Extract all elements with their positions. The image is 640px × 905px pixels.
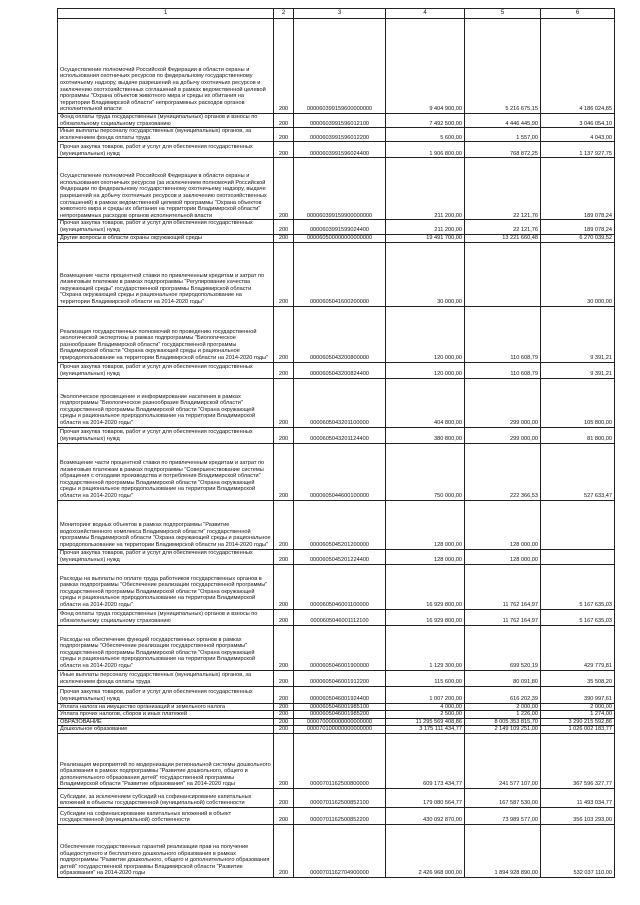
row-unexecuted-amount-cell: 2 000,00	[541, 703, 615, 711]
row-unexecuted-amount-cell: 5 167 635,03	[541, 609, 615, 625]
row-name-cell: Прочая закупка товаров, работ и услуг для обеспечения государственных (муниципальных) нужд	[58, 142, 274, 158]
row-code-cell: 0000605043200824400	[294, 362, 386, 378]
row-approved-amount-cell: 128 000,00	[386, 549, 465, 564]
row-code-cell: 0000605043201124400	[294, 427, 386, 443]
row-approved-amount-cell: 2 426 968 000,00	[386, 824, 465, 877]
row-code-cell: 000060399159600000000	[294, 19, 386, 114]
row-code-cell: 000060500000000000000	[294, 234, 386, 242]
table-row	[58, 670, 615, 686]
column-number-6: 6	[541, 9, 615, 19]
row-code-cell: 0000605046001985100	[294, 703, 386, 711]
table-row	[58, 234, 615, 242]
row-approved-amount-cell: 19 491 700,00	[386, 234, 465, 242]
table-row	[58, 19, 615, 114]
table-row	[58, 788, 615, 807]
row-code-cell: 0000603991596012200	[294, 128, 386, 142]
row-code-cell: 0000605046001924400	[294, 686, 386, 703]
row-executed-amount-cell: 80 091,80	[465, 670, 541, 686]
row-code-cell: 0000603991596024400	[294, 142, 386, 158]
row-unexecuted-amount-cell: 367 596 327,77	[541, 733, 615, 788]
row-executed-amount-cell: 2 000,00	[465, 703, 541, 711]
table-row	[58, 500, 615, 549]
row-vr-cell: 200	[274, 362, 294, 378]
table-row	[58, 726, 615, 734]
row-vr-cell: 200	[274, 733, 294, 788]
row-code-cell: 000070000000000000000	[294, 718, 386, 726]
row-executed-amount-cell: 768 872,25	[465, 142, 541, 158]
row-approved-amount-cell: 1 007 200,00	[386, 686, 465, 703]
row-code-cell: 0000603991599024400	[294, 220, 386, 234]
row-code-cell: 000070100000000000000	[294, 726, 386, 734]
row-code-cell: 0000605044600100000	[294, 443, 386, 500]
row-vr-cell: 200	[274, 726, 294, 734]
row-approved-amount-cell: 179 080 564,77	[386, 788, 465, 807]
row-unexecuted-amount-cell: 1 137 927,75	[541, 142, 615, 158]
row-vr-cell: 200	[274, 824, 294, 877]
row-unexecuted-amount-cell: 81 800,00	[541, 427, 615, 443]
table-row	[58, 703, 615, 711]
row-name-cell: Фонд оплаты труда государственных (муниципальных) органов и взносы по обязательному социальному страхованию	[58, 114, 274, 128]
row-vr-cell: 200	[274, 703, 294, 711]
row-name-cell: Осуществление полномочий Российской Федерации в области охраны и использования охотничьих ресурсов (за исключением полномочий Российской Федерации по федеральному государственному охотничьему надзору, выдаче разрешений на добычу охотничьих ресурсов и заключению охотхозяйственных соглашений) в рамках ведомственной целевой программы "Охрана объектов животного мира и среды их обитания на территории Владимирской области" непрограммных расходов органов исполнительной власти	[58, 158, 274, 220]
row-name-cell: Возмещение части процентной ставки по привлеченным кредитам и затрат по лизинговым платежам в рамках подпрограммы "Совершенствование системы обращения с отходами производства и потребления Владимирской области" государственной программы Владимирской области "Охрана окружающей среды и рациональное природопользование на территории Владимирской области на 2014-2020 годы"	[58, 443, 274, 500]
row-vr-cell: 200	[274, 564, 294, 609]
row-code-cell: 0000701162500852200	[294, 807, 386, 824]
row-vr-cell: 200	[274, 549, 294, 564]
row-name-cell: Прочая закупка товаров, работ и услуг для обеспечения государственных (муниципальных) нужд	[58, 220, 274, 234]
row-vr-cell: 200	[274, 220, 294, 234]
row-executed-amount-cell: 13 221 660,48	[465, 234, 541, 242]
row-name-cell: Возмещение части процентной ставки по привлеченным кредитам и затрат по лизинговым платежам в рамках подпрограммы "Регулирование качества окружающей среды" государственной программы Владимирской области "Охрана окружающей среды и рациональное природопользование на территории Владимирской области на 2014-2020 годы"	[58, 242, 274, 306]
row-code-cell: 000060399159900000000	[294, 158, 386, 220]
table-row	[58, 142, 615, 158]
table-row	[58, 711, 615, 719]
table-row	[58, 824, 615, 877]
row-code-cell: 0000605046001112100	[294, 609, 386, 625]
row-code-cell: 0000605046001985200	[294, 711, 386, 719]
row-unexecuted-amount-cell: 4 043,00	[541, 128, 615, 142]
row-name-cell: Иные выплаты персоналу государственных (муниципальных) органов, за исключением фонда оплаты труда	[58, 128, 274, 142]
row-unexecuted-amount-cell: 30 000,00	[541, 242, 615, 306]
row-name-cell: Прочая закупка товаров, работ и услуг для обеспечения государственных (муниципальных) нужд	[58, 686, 274, 703]
row-approved-amount-cell: 120 000,00	[386, 306, 465, 362]
row-approved-amount-cell: 4 000,00	[386, 703, 465, 711]
row-approved-amount-cell: 404 800,00	[386, 378, 465, 427]
row-code-cell: 0000605043200800000	[294, 306, 386, 362]
table-row	[58, 242, 615, 306]
row-executed-amount-cell: 299 000,00	[465, 427, 541, 443]
row-approved-amount-cell: 115 600,00	[386, 670, 465, 686]
row-unexecuted-amount-cell: 3 046 054,10	[541, 114, 615, 128]
row-approved-amount-cell: 7 492 500,00	[386, 114, 465, 128]
row-executed-amount-cell: 4 446 445,90	[465, 114, 541, 128]
row-approved-amount-cell: 16 929 800,00	[386, 564, 465, 609]
table-row	[58, 625, 615, 670]
row-vr-cell: 200	[274, 711, 294, 719]
row-approved-amount-cell: 3 175 111 434,77	[386, 726, 465, 734]
row-executed-amount-cell: 5 216 675,15	[465, 19, 541, 114]
table-row	[58, 609, 615, 625]
row-unexecuted-amount-cell: 1 026 002 183,77	[541, 726, 615, 734]
row-executed-amount-cell: 22 121,76	[465, 220, 541, 234]
row-code-cell: 0000603991596012100	[294, 114, 386, 128]
row-unexecuted-amount-cell: 3 290 215 592,86	[541, 718, 615, 726]
row-code-cell: 0000701162500800000	[294, 733, 386, 788]
row-name-cell: Расходы на обеспечение функций государственных органов в рамках подпрограммы "Обеспечение реализации государственной программы" государственной программы Владимирской области "Охрана окружающей среды и рациональное природопользование на территории Владимирской области на 2014-2020 годы"	[58, 625, 274, 670]
row-executed-amount-cell: 8 005 353 815,70	[465, 718, 541, 726]
row-unexecuted-amount-cell	[541, 549, 615, 564]
row-vr-cell: 200	[274, 142, 294, 158]
column-number-2: 2	[274, 9, 294, 19]
row-executed-amount-cell: 699 520,19	[465, 625, 541, 670]
row-unexecuted-amount-cell: 6 270 039,52	[541, 234, 615, 242]
row-executed-amount-cell	[465, 242, 541, 306]
row-executed-amount-cell: 22 121,76	[465, 158, 541, 220]
row-name-cell: Прочая закупка товаров, работ и услуг для обеспечения государственных (муниципальных) нужд	[58, 427, 274, 443]
row-name-cell: Экологическое просвещение и информирование населения в рамках подпрограммы "Биологическое разнообразие Владимирской области" государственной программы Владимирской области "Охрана окружающей среды и рациональное природопользование на территории Владимирской области на 2014-2020 годы"	[58, 378, 274, 427]
row-code-cell: 0000605046001900000	[294, 625, 386, 670]
row-approved-amount-cell: 1 906 800,00	[386, 142, 465, 158]
row-unexecuted-amount-cell	[541, 500, 615, 549]
row-approved-amount-cell: 2 500,00	[386, 711, 465, 719]
row-vr-cell: 200	[274, 670, 294, 686]
row-name-cell: Фонд оплаты труда государственных (муниципальных) органов и взносы по обязательному социальному страхованию	[58, 609, 274, 625]
row-approved-amount-cell: 609 173 434,77	[386, 733, 465, 788]
row-vr-cell: 200	[274, 609, 294, 625]
row-name-cell: Субсидии, за исключением субсидий на софинансирование капитальных вложений в объекты государственной (муниципальной) собственности	[58, 788, 274, 807]
row-name-cell: ОБРАЗОВАНИЕ	[58, 718, 274, 726]
table-row	[58, 718, 615, 726]
row-name-cell: Реализация мероприятий по модернизации региональной системы дошкольного образования в рамках подпрограммы "Развитие дошкольного, общего и дополнительного образования детей" государственной программы Владимирской области "Развитие образования" на 2014-2020 годы	[58, 733, 274, 788]
row-name-cell: Иные выплаты персоналу государственных (муниципальных) органов, за исключением фонда оплаты труда	[58, 670, 274, 686]
row-code-cell: 0000605046001100000	[294, 564, 386, 609]
row-vr-cell: 200	[274, 242, 294, 306]
row-vr-cell: 200	[274, 158, 294, 220]
row-approved-amount-cell: 11 295 569 408,86	[386, 718, 465, 726]
row-code-cell: 0000605045201200000	[294, 500, 386, 549]
row-approved-amount-cell: 750 000,00	[386, 443, 465, 500]
row-unexecuted-amount-cell: 532 037 110,00	[541, 824, 615, 877]
row-name-cell: Дошкольное образование	[58, 726, 274, 734]
row-name-cell: Другие вопросы в области охраны окружающей среды	[58, 234, 274, 242]
row-name-cell: Уплата налога на имущество организаций и земельного налога	[58, 703, 274, 711]
table-row	[58, 378, 615, 427]
column-number-5: 5	[465, 9, 541, 19]
row-executed-amount-cell: 222 366,53	[465, 443, 541, 500]
table-row	[58, 158, 615, 220]
row-executed-amount-cell: 128 000,00	[465, 500, 541, 549]
row-name-cell: Расходы на выплаты по оплате труда работников государственных органов в рамках подпрограммы "Обеспечение реализации государственной программы" государственной программы Владимирской области "Охрана окружающей среды и рациональное природопользование на территории Владимирской области на 2014-2020 годы"	[58, 564, 274, 609]
row-unexecuted-amount-cell: 527 633,47	[541, 443, 615, 500]
table-row	[58, 128, 615, 142]
row-vr-cell: 200	[274, 625, 294, 670]
row-executed-amount-cell: 1 226,00	[465, 711, 541, 719]
row-approved-amount-cell: 1 129 300,00	[386, 625, 465, 670]
row-name-cell: Субсидии на софинансирование капитальных вложений в объект государственной (муниципальной) собственности	[58, 807, 274, 824]
table-row	[58, 686, 615, 703]
row-unexecuted-amount-cell: 11 493 034,77	[541, 788, 615, 807]
row-executed-amount-cell: 241 577 107,00	[465, 733, 541, 788]
row-vr-cell: 200	[274, 19, 294, 114]
table-row	[58, 564, 615, 609]
row-vr-cell: 200	[274, 114, 294, 128]
row-executed-amount-cell: 1 557,00	[465, 128, 541, 142]
row-approved-amount-cell: 16 929 800,00	[386, 609, 465, 625]
row-unexecuted-amount-cell: 9 391,21	[541, 306, 615, 362]
row-approved-amount-cell: 30 000,00	[386, 242, 465, 306]
row-vr-cell: 200	[274, 500, 294, 549]
row-executed-amount-cell: 11 762 164,97	[465, 564, 541, 609]
row-approved-amount-cell: 380 800,00	[386, 427, 465, 443]
row-executed-amount-cell: 616 202,39	[465, 686, 541, 703]
row-vr-cell: 200	[274, 807, 294, 824]
row-code-cell: 0000701162500852100	[294, 788, 386, 807]
row-code-cell: 0000605041600200000	[294, 242, 386, 306]
row-approved-amount-cell: 211 200,00	[386, 158, 465, 220]
row-vr-cell: 200	[274, 788, 294, 807]
row-unexecuted-amount-cell: 35 508,20	[541, 670, 615, 686]
table-row	[58, 220, 615, 234]
table-row	[58, 362, 615, 378]
row-approved-amount-cell: 430 092 870,00	[386, 807, 465, 824]
row-executed-amount-cell: 1 894 928 890,00	[465, 824, 541, 877]
row-executed-amount-cell: 299 000,00	[465, 378, 541, 427]
row-approved-amount-cell: 5 600,00	[386, 128, 465, 142]
column-number-header-row	[58, 9, 615, 19]
row-executed-amount-cell: 73 989 577,00	[465, 807, 541, 824]
row-vr-cell: 200	[274, 234, 294, 242]
table-row	[58, 549, 615, 564]
row-approved-amount-cell: 128 000,00	[386, 500, 465, 549]
row-executed-amount-cell: 11 762 164,97	[465, 609, 541, 625]
row-vr-cell: 200	[274, 718, 294, 726]
row-vr-cell: 200	[274, 306, 294, 362]
row-unexecuted-amount-cell: 390 997,61	[541, 686, 615, 703]
column-number-4: 4	[386, 9, 465, 19]
row-unexecuted-amount-cell: 189 078,24	[541, 158, 615, 220]
row-name-cell: Реализация государственных полномочий по проведению государственной экологической экспертизы в рамках подпрограммы "Биологическое разнообразие Владимирской области" государственной программы Владимирской области "Охрана окружающей среды и рациональное природопользование на территории Владимирской области на 2014-2020 годы"	[58, 306, 274, 362]
column-number-3: 3	[294, 9, 386, 19]
table-row	[58, 807, 615, 824]
row-executed-amount-cell: 2 149 109 251,00	[465, 726, 541, 734]
table-row	[58, 443, 615, 500]
row-executed-amount-cell: 128 000,00	[465, 549, 541, 564]
row-approved-amount-cell: 9 404 900,00	[386, 19, 465, 114]
row-vr-cell: 200	[274, 686, 294, 703]
row-name-cell: Мониторинг водных объектов в рамках подпрограммы "Развитие водохозяйственного комплекса Владимирской области" государственной программы Владимирской области "Охрана окружающей среды и рациональное природопользование на территории Владимирской области на 2014-2020 годы"	[58, 500, 274, 549]
row-name-cell: Прочая закупка товаров, работ и услуг для обеспечения государственных (муниципальных) нужд	[58, 362, 274, 378]
table-row	[58, 306, 615, 362]
row-unexecuted-amount-cell: 356 103 293,00	[541, 807, 615, 824]
row-code-cell: 0000605045201224400	[294, 549, 386, 564]
row-approved-amount-cell: 120 000,00	[386, 362, 465, 378]
row-name-cell: Прочая закупка товаров, работ и услуг для обеспечения государственных (муниципальных) нужд	[58, 549, 274, 564]
row-unexecuted-amount-cell: 429 779,81	[541, 625, 615, 670]
row-name-cell: Осуществление полномочий Российской Федерации в области охраны и использования охотничьих ресурсов по федеральному государственному охотничьему надзору, выдаче разрешений на добычу охотничьих ресурсов и заключению охотхозяйственных соглашений в рамках ведомственной целевой программы "Охрана объектов животного мира и среды их обитания на территории Владимирской области" непрограммных расходов органов исполнительной власти	[58, 19, 274, 114]
table-row	[58, 114, 615, 128]
row-name-cell: Уплата прочих налогов, сборов и иных платежей	[58, 711, 274, 719]
row-code-cell: 0000605046001912200	[294, 670, 386, 686]
row-unexecuted-amount-cell: 105 800,00	[541, 378, 615, 427]
table-row	[58, 427, 615, 443]
row-unexecuted-amount-cell: 9 391,21	[541, 362, 615, 378]
row-executed-amount-cell: 110 608,79	[465, 362, 541, 378]
row-vr-cell: 200	[274, 443, 294, 500]
row-vr-cell: 200	[274, 378, 294, 427]
budget-table	[57, 8, 615, 878]
row-unexecuted-amount-cell: 1 274,00	[541, 711, 615, 719]
column-number-1: 1	[58, 9, 274, 19]
row-vr-cell: 200	[274, 128, 294, 142]
row-code-cell: 0000605043201100000	[294, 378, 386, 427]
row-code-cell: 0000701162704900000	[294, 824, 386, 877]
row-unexecuted-amount-cell: 189 078,24	[541, 220, 615, 234]
row-executed-amount-cell: 110 608,79	[465, 306, 541, 362]
table-row	[58, 733, 615, 788]
row-executed-amount-cell: 167 587 530,00	[465, 788, 541, 807]
row-unexecuted-amount-cell: 5 167 635,03	[541, 564, 615, 609]
row-approved-amount-cell: 211 200,00	[386, 220, 465, 234]
row-unexecuted-amount-cell: 4 186 024,85	[541, 19, 615, 114]
row-name-cell: Обеспечение государственных гарантий реализации прав на получение общедоступного и бесплатного дошкольного образования в рамках подпрограммы "Развитие дошкольного, общего и дополнительного образования детей" государственной программы Владимирской области "Развитие образования" на 2014-2020 годы	[58, 824, 274, 877]
row-vr-cell: 200	[274, 427, 294, 443]
